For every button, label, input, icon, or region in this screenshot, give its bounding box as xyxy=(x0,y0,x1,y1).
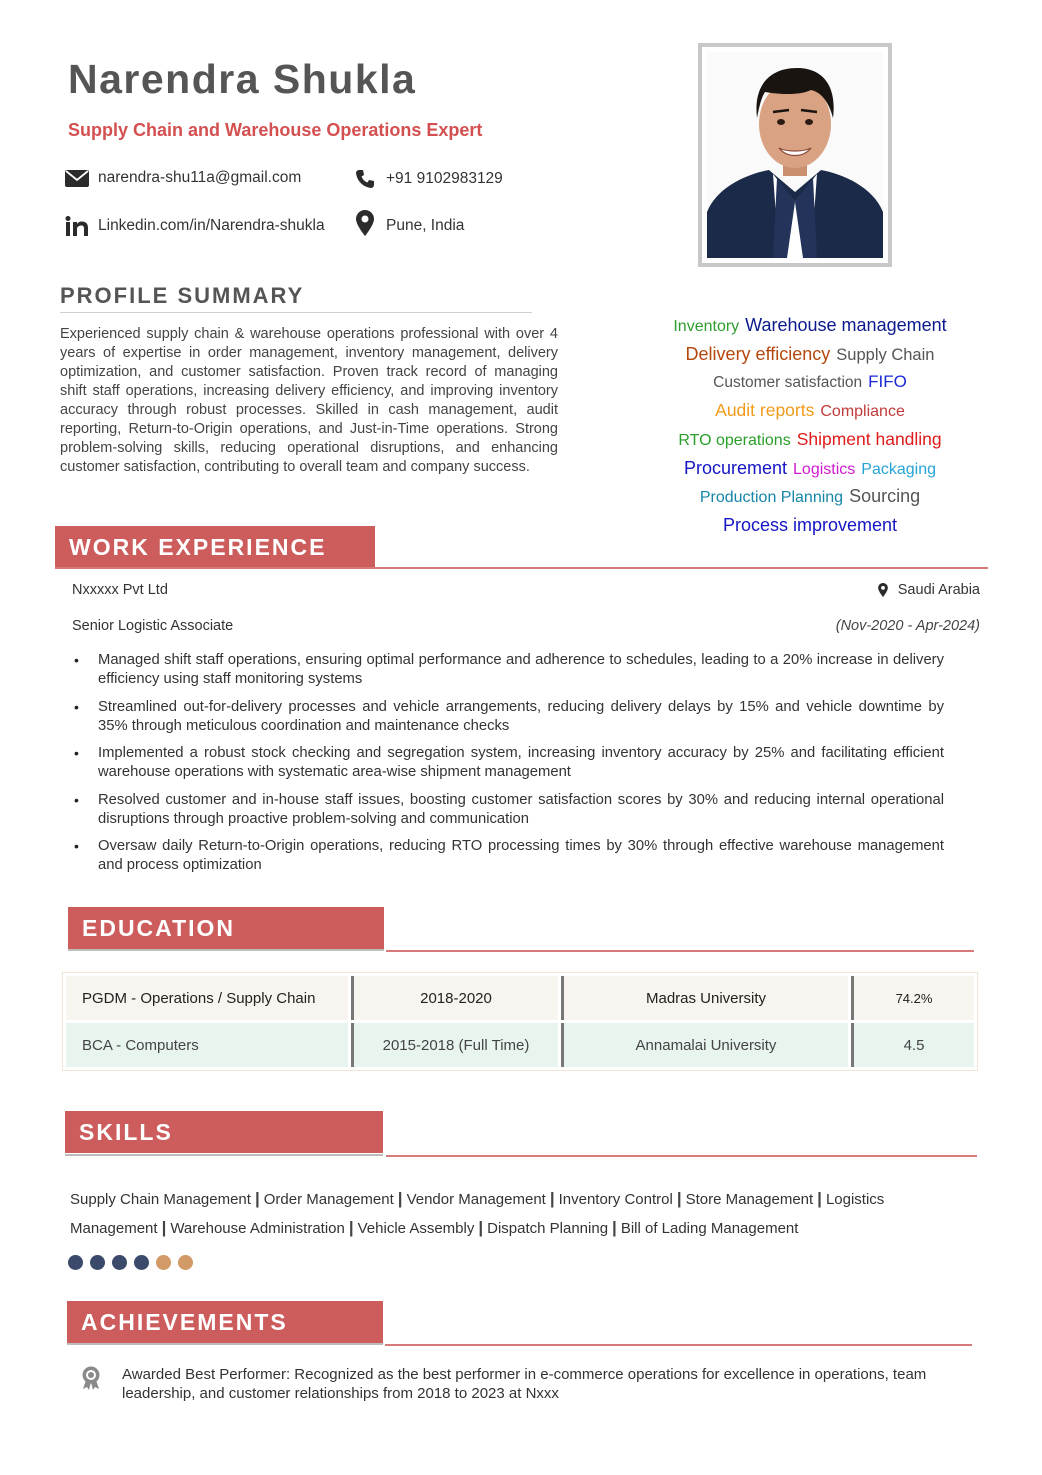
skill-separator: | xyxy=(348,1218,354,1237)
job-location-text: Saudi Arabia xyxy=(897,582,980,598)
education-institute: Annamalai University xyxy=(561,1023,848,1067)
skill-item: Vehicle Assembly xyxy=(357,1220,475,1237)
profile-photo-frame xyxy=(698,43,892,267)
rating-dot xyxy=(112,1255,127,1270)
list-item: • Resolved customer and in-house staff issues, boosting customer satisfaction scores by 30% and reducing internal operational disruptions through proactive problem-solving and communication xyxy=(72,791,944,829)
keyword-tag: RTO operations xyxy=(678,431,791,449)
table-row xyxy=(66,1023,974,1067)
education-divider-left xyxy=(68,949,384,951)
keyword-row xyxy=(620,483,1000,512)
education-score: 74.2% xyxy=(851,976,974,1020)
skill-rating-dots xyxy=(68,1255,200,1270)
achievements-heading: ACHIEVEMENTS xyxy=(67,1301,383,1343)
education-table xyxy=(62,972,978,1071)
keyword-row xyxy=(620,455,1000,484)
skill-separator: | xyxy=(676,1189,682,1208)
skill-item: Bill of Lading Management xyxy=(620,1220,799,1237)
keyword-row xyxy=(620,397,1000,426)
keyword-tag: Process improvement xyxy=(722,514,898,535)
rating-dot xyxy=(90,1255,105,1270)
skill-item: Order Management xyxy=(263,1191,394,1208)
profile-photo xyxy=(707,52,883,258)
job-location xyxy=(878,582,980,598)
experience-bullets xyxy=(72,651,944,884)
keyword-tag: Sourcing xyxy=(849,486,921,507)
phone-contact xyxy=(352,169,503,189)
skill-separator: | xyxy=(254,1189,260,1208)
list-item: • Managed shift staff operations, ensuring optimal performance and adherence to schedules, leading to a 20% increase in delivery efficiency using staff monitoring systems xyxy=(72,651,944,689)
linkedin-contact xyxy=(64,216,325,236)
keyword-tag: FIFO xyxy=(868,372,907,392)
achievement-text: Awarded Best Performer: Recognized as the best performer in e-commerce operations for excellence in operations, team leadership, and customer relationships from 2018 to 2023 at Nxxx xyxy=(122,1366,927,1402)
rating-dot xyxy=(68,1255,83,1270)
achievements-divider-left xyxy=(67,1343,383,1345)
keyword-row xyxy=(620,426,1000,455)
skill-separator: | xyxy=(549,1189,555,1208)
location-text: Pune, India xyxy=(386,217,465,234)
skill-item: Warehouse Administration xyxy=(170,1220,345,1237)
education-institute: Madras University xyxy=(561,976,848,1020)
keyword-row xyxy=(620,512,1000,541)
map-pin-icon xyxy=(878,583,888,597)
keyword-tag: Audit reports xyxy=(715,400,815,421)
skill-separator: | xyxy=(817,1189,822,1208)
keyword-tag: Warehouse management xyxy=(745,315,947,335)
keyword-tag: Packaging xyxy=(861,460,936,478)
keyword-row xyxy=(620,312,1000,341)
email-contact xyxy=(64,169,301,187)
skill-item: Dispatch Planning xyxy=(487,1220,609,1237)
skill-separator: | xyxy=(161,1218,167,1237)
education-degree: BCA - Computers xyxy=(66,1023,348,1067)
profile-summary-divider xyxy=(60,312,532,313)
keyword-row xyxy=(620,341,1000,370)
keyword-row xyxy=(620,369,1000,397)
job-dates: (Nov-2020 - Apr-2024) xyxy=(835,618,980,634)
keyword-tag: Production Planning xyxy=(699,489,844,507)
skill-separator: | xyxy=(612,1218,617,1237)
skill-separator: | xyxy=(397,1189,403,1208)
location-contact xyxy=(352,210,464,236)
skill-item: Store Management xyxy=(685,1191,814,1208)
keyword-tag: Shipment handling xyxy=(796,428,942,449)
list-item: • Implemented a robust stock checking and segregation system, increasing inventory accuracy by 25% and facilitating efficient warehouse operations with systematic area-wise shipment management xyxy=(72,744,944,782)
skill-item: Logistics Management xyxy=(70,1191,885,1237)
keyword-tag: Compliance xyxy=(820,403,905,421)
skill-item: Inventory Control xyxy=(558,1191,673,1208)
award-icon xyxy=(80,1366,102,1395)
keyword-tag: Inventory xyxy=(673,318,740,335)
education-years: 2015-2018 (Full Time) xyxy=(351,1023,558,1067)
keyword-tag: Supply Chain xyxy=(836,345,935,364)
skill-item: Vendor Management xyxy=(406,1191,546,1208)
list-item: • Streamlined out-for-delivery processes and vehicle arrangements, reducing delivery delays by 15% and vehicle downtime by 35% through meticulous coordination and maintenance checks xyxy=(72,698,944,736)
map-pin-icon xyxy=(352,210,378,236)
candidate-title: Supply Chain and Warehouse Operations Expert xyxy=(68,120,483,140)
rating-dot xyxy=(178,1255,193,1270)
profile-summary-heading: PROFILE SUMMARY xyxy=(60,283,305,308)
envelope-icon xyxy=(64,170,90,187)
linkedin-icon xyxy=(64,216,90,236)
education-heading: EDUCATION xyxy=(68,907,384,949)
skills-divider-left xyxy=(65,1154,383,1156)
list-item: • Oversaw daily Return-to-Origin operations, reducing RTO processing times by 30% through effective warehouse management and process optimization xyxy=(72,837,944,875)
education-years: 2018-2020 xyxy=(351,976,558,1020)
keyword-cloud xyxy=(620,312,1000,541)
keyword-tag: Delivery efficiency xyxy=(685,343,831,364)
keyword-tag: Procurement xyxy=(683,457,788,478)
phone-text: +91 9102983129 xyxy=(386,170,503,187)
email-text: narendra-shu11a@gmail.com xyxy=(98,169,302,186)
skill-item: Supply Chain Management xyxy=(70,1191,251,1208)
achievements-divider-right xyxy=(385,1344,972,1346)
skill-separator: | xyxy=(478,1218,484,1237)
phone-icon xyxy=(352,169,378,189)
education-score: 4.5 xyxy=(851,1023,974,1067)
linkedin-text: Linkedin.com/in/Narendra-shukla xyxy=(98,217,325,234)
company-name: Nxxxxx Pvt Ltd xyxy=(72,582,168,598)
keyword-tag: Logistics xyxy=(793,460,856,478)
skills-list xyxy=(70,1185,970,1243)
education-degree: PGDM - Operations / Supply Chain xyxy=(66,976,348,1020)
profile-summary-text: Experienced supply chain & warehouse operations professional with over 4 years of expertise in order management, inventory management, delivery optimization, and customer satisfaction. Proven track record of managing shift staff operations, increasing delivery efficiency, and improving inventory accuracy through robust processes. Skilled in cash management, audit reporting, Return-to-Origin operations, and Just-in-Time operations. Strong problem-solving skills, reducing operational disruptions, and enhancing customer satisfaction, contributing to overall team and company success. xyxy=(60,326,558,475)
education-divider-right xyxy=(386,950,974,952)
skills-heading: SKILLS xyxy=(65,1111,383,1153)
rating-dot xyxy=(134,1255,149,1270)
keyword-tag: Customer satisfaction xyxy=(713,374,863,392)
skills-divider-right xyxy=(386,1155,977,1157)
work-experience-divider xyxy=(55,567,988,569)
table-row xyxy=(66,976,974,1020)
job-role: Senior Logistic Associate xyxy=(72,618,234,634)
work-experience-heading: WORK EXPERIENCE xyxy=(55,526,375,568)
candidate-name: Narendra Shukla xyxy=(68,56,417,102)
rating-dot xyxy=(156,1255,171,1270)
